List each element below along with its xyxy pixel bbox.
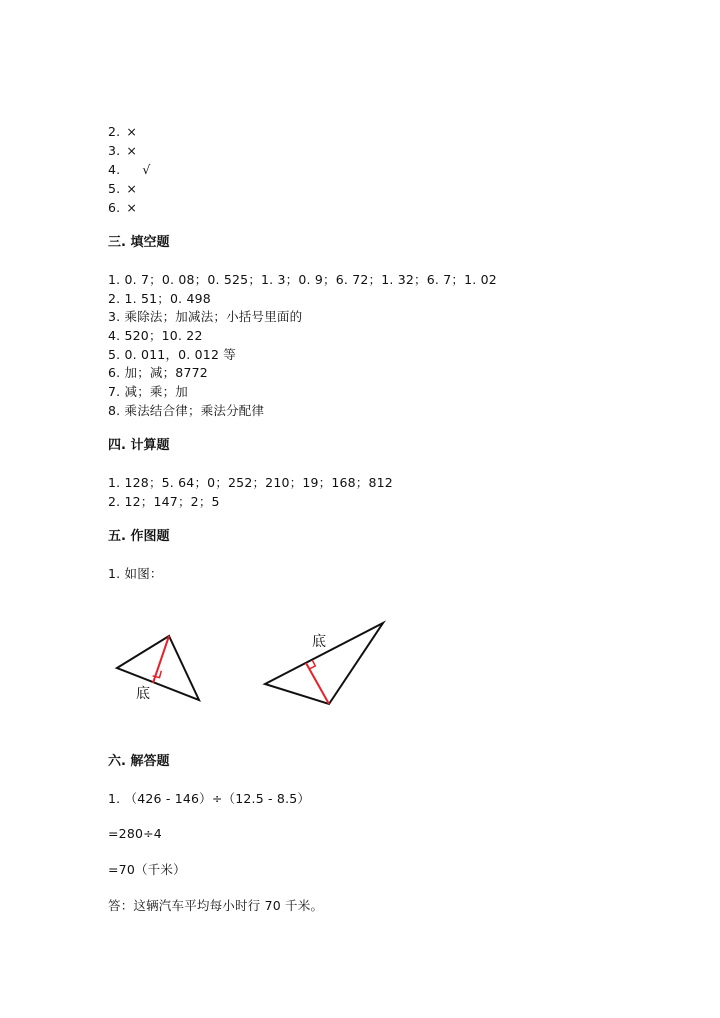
item-number: 3. bbox=[108, 143, 121, 158]
answer-line: 2. 1. 51；0. 498 bbox=[108, 291, 211, 306]
answer-sentence: 答：这辆汽车平均每小时行 70 千米。 bbox=[108, 898, 324, 913]
solution-line: 1. （426 - 146）÷（12.5 - 8.5） bbox=[108, 791, 311, 806]
answer-line: 7. 减；乘；加 bbox=[108, 384, 188, 399]
answer-line: 1. 0. 7；0. 08；0. 525；1. 3；0. 9；6. 72；1. 32；6. 7；1. 02 bbox=[108, 272, 497, 287]
check-mark: √ bbox=[142, 162, 151, 177]
solution-line: =280÷4 bbox=[108, 826, 162, 841]
solution-line: =70（千米） bbox=[108, 862, 186, 877]
base-label-2: 底 bbox=[312, 634, 326, 650]
triangle-2 bbox=[265, 623, 383, 704]
item-number: 2. bbox=[108, 124, 121, 139]
answer-line: 6. 加；减；8772 bbox=[108, 365, 208, 380]
triangle-1 bbox=[117, 636, 199, 702]
section-title-fill-blanks: 三. 填空题 bbox=[108, 235, 170, 250]
cross-mark: × bbox=[126, 143, 138, 158]
answer-line: 8. 乘法结合律；乘法分配律 bbox=[108, 403, 265, 418]
cross-mark: × bbox=[126, 200, 138, 215]
answer-line: 1. 128；5. 64；0；252；210；19；168；812 bbox=[108, 475, 393, 490]
answer-line: 3. 乘除法；加减法；小括号里面的 bbox=[108, 309, 303, 324]
item-number: 6. bbox=[108, 200, 121, 215]
section-title-drawing: 五. 作图题 bbox=[108, 529, 170, 544]
cross-mark: × bbox=[126, 181, 138, 196]
answer-line: 2. 12；147；2；5 bbox=[108, 494, 220, 509]
answer-line: 4. 520；10. 22 bbox=[108, 328, 203, 343]
cross-mark: × bbox=[126, 124, 138, 139]
item-number: 5. bbox=[108, 181, 121, 196]
answer-line: 5. 0. 011，0. 012 等 bbox=[108, 347, 236, 362]
base-label-1: 底 bbox=[136, 686, 150, 702]
item-number: 4. bbox=[108, 162, 121, 177]
answer-line: 1. 如图： bbox=[108, 566, 163, 581]
section-title-calculation: 四. 计算题 bbox=[108, 438, 170, 453]
section-title-word-problems: 六. 解答题 bbox=[108, 754, 170, 769]
